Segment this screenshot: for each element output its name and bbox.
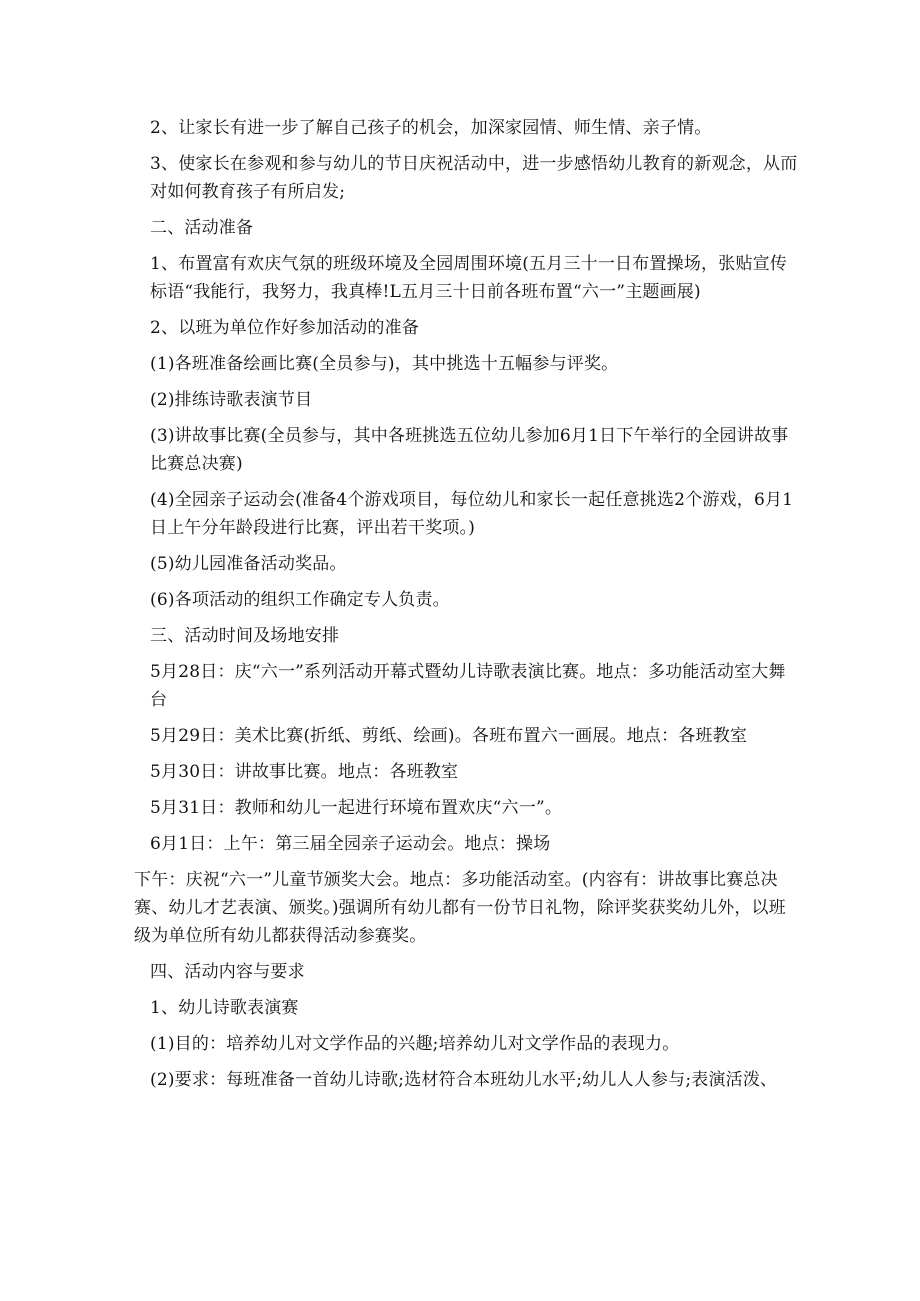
- section-heading-content: 四、活动内容与要求: [150, 962, 305, 982]
- list-item-prep-2: (2)排练诗歌表演节目: [150, 390, 313, 410]
- document-body: [134, 114, 800, 1102]
- schedule-item-may-29: 5月29日：美术比赛(折纸、剪纸、绘画)。各班布置六一画展。地点：各班教室: [150, 726, 748, 746]
- list-item-content-1: (1)目的：培养幼儿对文学作品的兴趣;培养幼儿对文学作品的表现力。: [150, 1034, 680, 1054]
- list-item-content-2: (2)要求：每班准备一首幼儿诗歌;选材符合本班幼儿水平;幼儿人人参与;表演活泼、: [150, 1070, 778, 1090]
- paragraph-goal-2: 2、让家长有进一步了解自己孩子的机会，加深家园情、师生情、亲子情。: [150, 118, 712, 138]
- paragraph-goal-3: 3、使家长在参观和参与幼儿的节日庆祝活动中，进一步感悟幼儿教育的新观念，从而对如何教育孩子有所启发;: [150, 154, 798, 202]
- paragraph-prep-2: 2、以班为单位作好参加活动的准备: [150, 318, 420, 338]
- list-item-prep-5: (5)幼儿园准备活动奖品。: [150, 554, 347, 574]
- section-heading-preparation: 二、活动准备: [150, 218, 254, 238]
- schedule-item-may-30: 5月30日：讲故事比赛。地点：各班教室: [150, 762, 459, 782]
- schedule-item-may-28: 5月28日：庆“六一”系列活动开幕式暨幼儿诗歌表演比赛。地点：多功能活动室大舞台: [150, 662, 786, 710]
- list-item-prep-3: (3)讲故事比赛(全员参与，其中各班挑选五位幼儿参加6月1日下午举行的全园讲故事比赛总决赛): [150, 426, 789, 474]
- paragraph-prep-1: 1、布置富有欢庆气氛的班级环境及全园周围环境(五月三十一日布置操场，张贴宣传标语“我能行，我努力，我真棒!L五月三十日前各班布置“六一”主题画展): [150, 254, 788, 302]
- schedule-item-june-1-morning: 6月1日：上午：第三届全园亲子运动会。地点：操场: [150, 834, 551, 854]
- list-item-prep-1: (1)各班准备绘画比赛(全员参与)，其中挑选十五幅参与评奖。: [150, 354, 619, 374]
- schedule-item-june-1-afternoon: 下午：庆祝“六一”儿童节颁奖大会。地点：多功能活动室。(内容有：讲故事比赛总决赛、幼儿才艺表演、颁奖。)强调所有幼儿都有一份节日礼物，除评奖获奖幼儿外，以班级为单位所有幼儿都获得活动参赛奖。: [134, 870, 786, 946]
- list-item-prep-6: (6)各项活动的组织工作确定专人负责。: [150, 590, 450, 610]
- paragraph-content-1: 1、幼儿诗歌表演赛: [150, 998, 299, 1018]
- section-heading-schedule: 三、活动时间及场地安排: [150, 626, 340, 646]
- schedule-item-may-31: 5月31日：教师和幼儿一起进行环境布置欢庆“六一”。: [150, 798, 563, 818]
- list-item-prep-4: (4)全园亲子运动会(准备4个游戏项目，每位幼儿和家长一起任意挑选2个游戏，6月1日上午分年龄段进行比赛，评出若干奖项。): [150, 490, 794, 538]
